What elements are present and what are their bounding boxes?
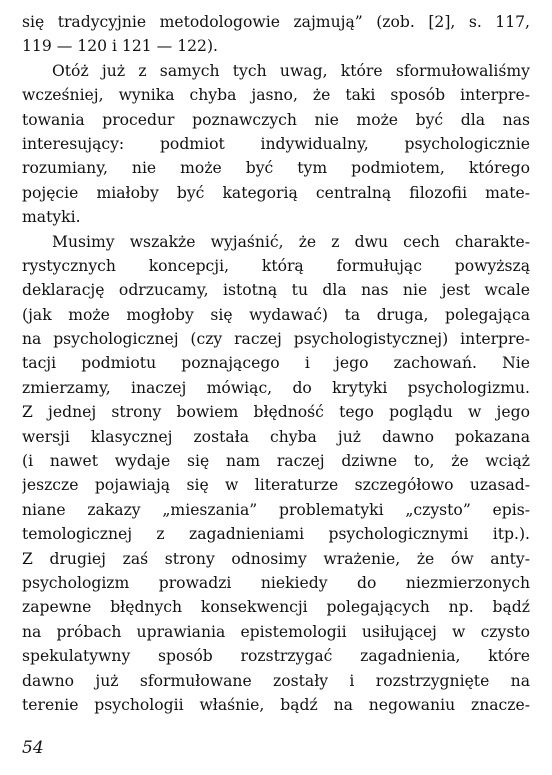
text-body (22, 10, 530, 717)
text-line: temologicznej z zagadnieniami psychologicznymi itp.). (22, 525, 530, 544)
text-line: na próbach uprawiania epistemologii usiłującej w czysto (22, 622, 530, 641)
text-line: interesujący: podmiot indywidualny, psychologicznie (22, 134, 530, 153)
text-line: zmierzamy, inaczej mówiąc, do krytyki psychologizmu. (22, 378, 530, 397)
text-line: Otóż już z samych tych uwag, które sformułowaliśmy (52, 61, 530, 80)
text-line: rystycznych koncepcji, którą formułując powyższą (22, 256, 530, 275)
text-line: na psychologicznej (czy raczej psychologistycznej) interpre- (22, 330, 530, 349)
text-line: deklarację odrzucamy, istotną tu dla nas nie jest wcale (22, 281, 530, 300)
text-line: terenie psychologii właśnie, bądź na negowaniu znacze- (22, 695, 530, 714)
text-line: psychologizm prowadzi niekiedy do niezmierzonych (22, 573, 530, 592)
text-line: towania procedur poznawczych nie może być dla nas (22, 110, 530, 129)
text-line: wersji klasycznej została chyba już dawno pokazana (22, 427, 530, 446)
text-line: zapewne błędnych konsekwencji polegających np. bądź (22, 598, 530, 617)
text-line: tacji podmiotu poznającego i jego zachowań. Nie (22, 354, 530, 373)
text-line: spekulatywny sposób rozstrzygać zagadnienia, które (22, 647, 530, 666)
document-page (22, 10, 530, 717)
text-line: (i nawet wydaje się nam raczej dziwne to, że wciąż (22, 452, 530, 471)
paragraph (22, 10, 530, 59)
text-line: (jak może mogłoby się wydawać) ta druga, polegająca (22, 305, 530, 324)
text-line: pojęcie miałoby być kategorią centralną filozofii mate- (22, 183, 530, 202)
paragraph (22, 59, 530, 230)
text-line: dawno już sformułowane zostały i rozstrzygnięte na (22, 671, 530, 690)
text-line: niane zakazy „mieszania” problematyki „czysto” epis- (22, 500, 530, 519)
text-line: matyki. (22, 208, 81, 227)
text-line: Musimy wszakże wyjaśnić, że z dwu cech charakte- (52, 232, 530, 251)
text-line: Z drugiej zaś strony odnosimy wrażenie, że ów anty- (22, 549, 530, 568)
text-line: rozumiany, nie może być tym podmiotem, którego (22, 159, 530, 178)
text-line: wcześniej, wynika chyba jasno, że taki sposób interpre- (22, 86, 530, 105)
page-number: 54 (22, 738, 44, 758)
paragraph (22, 230, 530, 718)
text-line: jeszcze pojawiają się w literaturze szczegółowo uzasad- (22, 476, 530, 495)
text-line: się tradycyjnie metodologowie zajmują” (zob. [2], s. 117, (22, 13, 530, 31)
text-line: Z jednej strony bowiem błędność tego poglądu w jego (22, 403, 530, 422)
text-line: 119 — 120 i 121 — 122). (22, 37, 219, 56)
